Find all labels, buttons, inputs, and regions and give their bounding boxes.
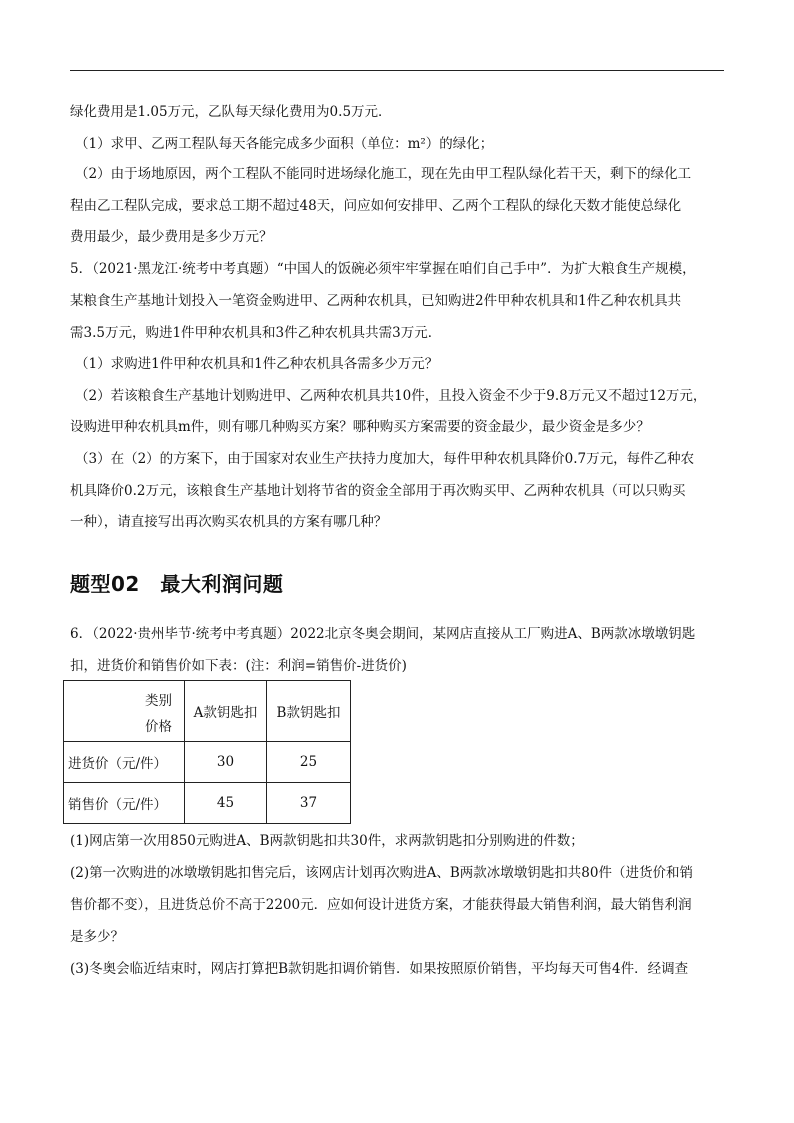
text-line: （1）求购进1件甲种农机具和1件乙种农机具各需多少万元？ <box>75 356 439 372</box>
text-line: 售价都不变），且进货总价不高于2200元．应如何设计进货方案，才能获得最大销售利润，最大销售利润 <box>70 897 692 913</box>
text-line: 扣，进货价和销售价如下表：(注：利润=销售价-进货价) <box>70 658 407 674</box>
text-line: (1)网店第一次用850元购进A、B两款钥匙扣共30件，求两款钥匙扣分别购进的件数； <box>70 833 584 849</box>
table-row-label: 销售价（元/件） <box>64 783 185 824</box>
text-line: 一种），请直接写出再次购买农机具的方案有哪几种？ <box>70 514 388 530</box>
table-corner-cell <box>64 681 185 742</box>
text-line: 费用最少，最少费用是多少万元？ <box>70 229 273 245</box>
text-line: 绿化费用是1.05万元，乙队每天绿化费用为0.5万元． <box>70 104 392 120</box>
text-line: 5．（2021·黑龙江·统考中考真题）“中国人的饭碗必须牢牢掌握在咱们自己手中”．为扩大粮食生产规模， <box>70 261 696 277</box>
text-line: 机具降价0.2万元，该粮食生产基地计划将节省的资金全部用于再次购买甲、乙两种农机具（可以只购买 <box>70 483 686 499</box>
text-line: （3）在（2）的方案下，由于国家对农业生产扶持力度加大，每件甲种农机具降价0.7万元，每件乙种农 <box>75 451 695 467</box>
table-cell: 30 <box>185 742 267 783</box>
table-row-label: 进货价（元/件） <box>64 742 185 783</box>
text-line: (2)第一次购进的冰墩墩钥匙扣售完后，该网店计划再次购进A、B两款冰墩墩钥匙扣共80件（进货价和销 <box>70 865 693 881</box>
text-line: （2）由于场地原因，两个工程队不能同时进场绿化施工，现在先由甲工程队绿化若干天，剩下的绿化工 <box>75 166 692 182</box>
table-cell: 37 <box>267 783 351 824</box>
table-cell: 25 <box>267 742 351 783</box>
text-line: （2）若该粮食生产基地计划购进甲、乙两种农机具共10件，且投入资金不少于9.8万元又不超过12万元， <box>75 388 707 404</box>
table-row <box>64 783 351 824</box>
table-corner-category: 类别 <box>145 693 172 709</box>
text-line: 6．（2022·贵州毕节·统考中考真题）2022北京冬奥会期间，某网店直接从工厂购进A、B两款冰墩墩钥匙 <box>70 626 696 642</box>
table-col-a: A款钥匙扣 <box>185 681 267 742</box>
text-line: 某粮食生产基地计划投入一笔资金购进甲、乙两种农机具，已知购进2件甲种农机具和1件乙种农机具共 <box>70 293 682 309</box>
table-cell: 45 <box>185 783 267 824</box>
table-col-b: B款钥匙扣 <box>267 681 351 742</box>
price-table <box>63 680 351 824</box>
text-line: 设购进甲种农机具m件，则有哪几种购买方案？哪种购买方案需要的资金最少，最少资金是多少？ <box>70 419 650 435</box>
text-line: 需3.5万元，购进1件甲种农机具和3件乙种农机具共需3万元． <box>70 325 442 341</box>
text-line: 是多少？ <box>70 929 124 945</box>
text-line: 程由乙工程队完成，要求总工期不超过48天，问应如何安排甲、乙两个工程队的绿化天数才能使总绿化 <box>70 198 682 214</box>
table-row <box>64 742 351 783</box>
section-heading: 题型02 最大利润问题 <box>70 572 284 596</box>
header-rule <box>70 70 724 71</box>
table-corner-price: 价格 <box>145 719 172 735</box>
table-header-row <box>64 681 351 742</box>
text-line: （1）求甲、乙两工程队每天各能完成多少面积（单位：m²）的绿化； <box>75 136 494 152</box>
text-line: (3)冬奥会临近结束时，网店打算把B款钥匙扣调价销售．如果按照原价销售，平均每天可售4件．经调查 <box>70 961 689 977</box>
